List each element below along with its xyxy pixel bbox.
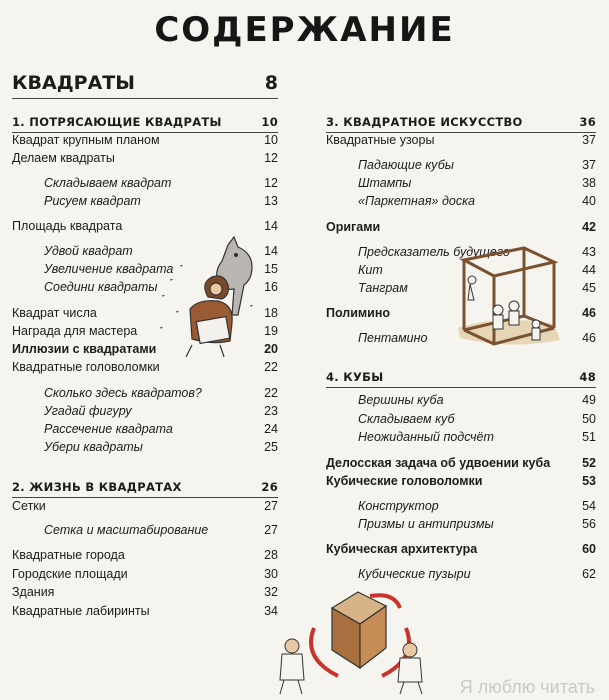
toc-title: Иллюзии с квадратами: [12, 342, 157, 356]
toc-title: Предсказатель будущего: [358, 245, 510, 259]
toc-title: Увеличение квадрата: [44, 262, 174, 276]
page-title: СОДЕРЖАНИЕ: [154, 10, 455, 50]
toc-page: 49: [582, 393, 596, 407]
toc-title: Конструктор: [358, 499, 439, 513]
toc-subentry[interactable]: [326, 392, 596, 408]
toc-subentry[interactable]: [12, 403, 278, 419]
toc-page: 36: [579, 115, 596, 129]
toc-page: 26: [261, 480, 278, 494]
toc-subentry[interactable]: [12, 385, 278, 401]
toc-page: 18: [264, 306, 278, 320]
toc-page: 44: [582, 263, 596, 277]
toc-subentry[interactable]: [12, 439, 278, 455]
chapter-main-label: КВАДРАТЫ: [12, 72, 135, 94]
toc-page: 46: [582, 331, 596, 345]
toc-page: 62: [582, 567, 596, 581]
toc-page: 13: [264, 194, 278, 208]
toc-title: Танграм: [358, 281, 408, 295]
toc-page: 51: [582, 430, 596, 444]
toc-page: 10: [264, 133, 278, 147]
section-2-heading[interactable]: [12, 479, 278, 498]
rotating-cube-illustration: [270, 588, 440, 700]
toc-title: Удвой квадрат: [44, 244, 133, 258]
toc-subentry[interactable]: [12, 193, 278, 209]
toc-page: 24: [264, 422, 278, 436]
toc-title: Кубическая архитектура: [326, 542, 478, 556]
toc-title: Квадрат крупным планом: [12, 133, 160, 147]
toc-subentry[interactable]: [326, 429, 596, 445]
toc-page: 34: [264, 604, 278, 618]
toc-page: 10: [261, 115, 278, 129]
toc-subentry[interactable]: [326, 566, 596, 582]
toc-title: Площадь квадрата: [12, 219, 123, 233]
toc-title: 1. ПОТРЯСАЮЩИЕ КВАДРАТЫ: [12, 115, 222, 129]
toc-title: Кубические головоломки: [326, 474, 483, 488]
toc-page: 16: [264, 280, 278, 294]
toc-subentry[interactable]: [326, 175, 596, 191]
toc-page: 53: [582, 474, 596, 488]
toc-title: Здания: [12, 585, 55, 599]
toc-page: 12: [264, 151, 278, 165]
toc-page: 32: [264, 585, 278, 599]
toc-page: 12: [264, 176, 278, 190]
toc-title: Пентамино: [358, 331, 428, 345]
toc-title: Квадратные узоры: [326, 133, 435, 147]
section-4-heading[interactable]: [326, 369, 596, 388]
toc-page: 37: [582, 133, 596, 147]
toc-subentry[interactable]: [326, 498, 596, 514]
toc-page: 48: [579, 370, 596, 384]
toc-entry[interactable]: [12, 150, 278, 166]
toc-title: Угадай фигуру: [44, 404, 132, 418]
toc-entry[interactable]: [326, 132, 596, 148]
toc-page: 43: [582, 245, 596, 259]
toc-entry[interactable]: [326, 473, 596, 489]
toc-page: 42: [582, 220, 596, 234]
toc-title: Квадратные лабиринты: [12, 604, 150, 618]
toc-entry[interactable]: [12, 218, 278, 234]
toc-title: Делаем квадраты: [12, 151, 115, 165]
chapter-main-page: 8: [264, 72, 278, 94]
toc-title: Соедини квадраты: [44, 280, 158, 294]
toc-page: 19: [264, 324, 278, 338]
section-3-heading[interactable]: [326, 114, 596, 133]
toc-page: 15: [264, 262, 278, 276]
watermark: Я люблю читать: [459, 677, 595, 697]
toc-title: Делосская задача об удвоении куба: [326, 456, 551, 470]
toc-entry[interactable]: [12, 498, 278, 514]
toc-page: 56: [582, 517, 596, 531]
toc-page: 14: [264, 244, 278, 258]
toc-page: 28: [264, 548, 278, 562]
toc-title: Убери квадраты: [44, 440, 143, 454]
toc-title: Рисуем квадрат: [44, 194, 141, 208]
toc-title: Сетки: [12, 499, 46, 513]
toc-subentry[interactable]: [326, 193, 596, 209]
toc-entry[interactable]: [12, 603, 278, 619]
toc-subentry[interactable]: [12, 175, 278, 191]
toc-title: Квадрат числа: [12, 306, 97, 320]
toc-title: Рассечение квадрата: [44, 422, 173, 436]
toc-entry[interactable]: [326, 541, 596, 557]
toc-title: Кит: [358, 263, 383, 277]
toc-page: 37: [582, 158, 596, 172]
section-1-heading[interactable]: [12, 114, 278, 133]
toc-page: 54: [582, 499, 596, 513]
toc-title: «Паркетная» доска: [358, 194, 475, 208]
toc-title: Падающие кубы: [358, 158, 454, 172]
toc-subentry[interactable]: [326, 411, 596, 427]
toc-page: 27: [264, 499, 278, 513]
toc-page: 25: [264, 440, 278, 454]
toc-title: Сколько здесь квадратов?: [44, 386, 202, 400]
toc-subentry[interactable]: [12, 522, 278, 538]
toc-subentry[interactable]: [326, 516, 596, 532]
toc-title: 2. ЖИЗНЬ В КВАДРАТАХ: [12, 480, 182, 494]
toc-title: Полимино: [326, 306, 391, 320]
toc-title: Квадратные города: [12, 548, 125, 562]
toc-page: 22: [264, 360, 278, 374]
toc-title: Неожиданный подсчёт: [358, 430, 494, 444]
toc-title: 4. КУБЫ: [326, 370, 384, 384]
toc-page: 45: [582, 281, 596, 295]
toc-title: Складываем квадрат: [44, 176, 172, 190]
toc-title: Складываем куб: [358, 412, 455, 426]
toc-title: Городские площади: [12, 567, 128, 581]
toc-page: 23: [264, 404, 278, 418]
toc-title: Вершины куба: [358, 393, 444, 407]
frame-cube-illustration: [450, 240, 565, 350]
toc-page: 38: [582, 176, 596, 190]
toc-title: Штампы: [358, 176, 412, 190]
toc-page: 22: [264, 386, 278, 400]
toc-page: 20: [264, 342, 278, 356]
toc-entry[interactable]: [12, 584, 278, 600]
toc-title: Оригами: [326, 220, 381, 234]
toc-page: 50: [582, 412, 596, 426]
toc-page: 27: [264, 523, 278, 537]
toc-entry[interactable]: [326, 455, 596, 471]
toc-page: 14: [264, 219, 278, 233]
toc-title: Квадратные головоломки: [12, 360, 160, 374]
toc-title: 3. КВАДРАТНОЕ ИСКУССТВО: [326, 115, 523, 129]
toc-title: Награда для мастера: [12, 324, 138, 338]
toc-subentry[interactable]: [326, 157, 596, 173]
toc-subentry[interactable]: [12, 421, 278, 437]
toc-page: 30: [264, 567, 278, 581]
toc-entry[interactable]: [12, 132, 278, 148]
child-and-dog-illustration: [150, 235, 260, 365]
toc-title: Кубические пузыри: [358, 567, 471, 581]
toc-entry[interactable]: [326, 219, 596, 235]
toc-page: 46: [582, 306, 596, 320]
toc-entry[interactable]: [12, 547, 278, 563]
toc-page: 40: [582, 194, 596, 208]
toc-title: Призмы и антипризмы: [358, 517, 494, 531]
toc-entry[interactable]: [12, 566, 278, 582]
toc-page: 52: [582, 456, 596, 470]
toc-page: 60: [582, 542, 596, 556]
toc-title: Сетка и масштабирование: [44, 523, 209, 537]
